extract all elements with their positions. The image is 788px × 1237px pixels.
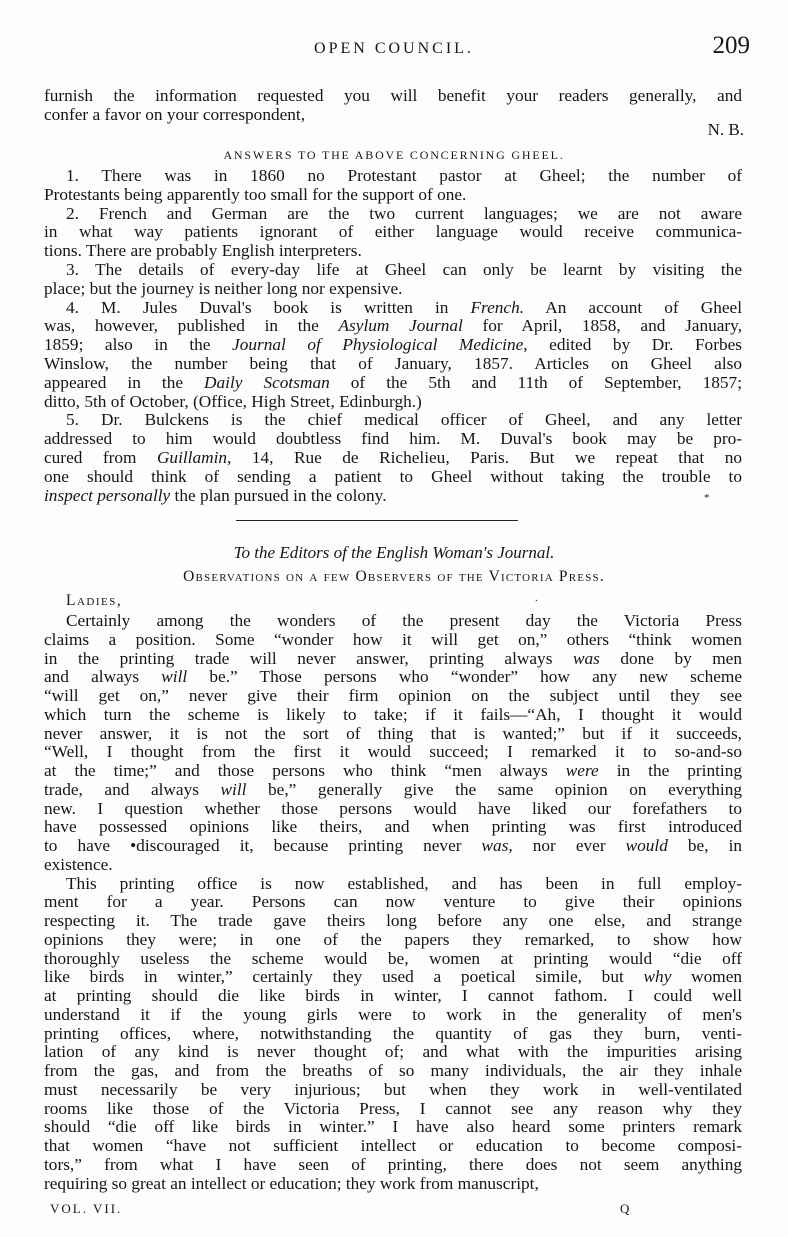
text-run: Winslow, the number being that of January, 1857. Articles on Gheel also [44, 354, 742, 373]
section-title: To the Editors of the English Woman's Journal. [233, 543, 555, 562]
text-run: in the printing trade will never answer, printing always [44, 648, 573, 668]
answers-mark: * [704, 492, 710, 504]
body-line [44, 1080, 742, 1099]
text-run: 1. There was in 1860 no Protestant pastor at Gheel; the number of [66, 166, 742, 185]
text-run: be, in [667, 836, 743, 855]
body-line [44, 686, 742, 705]
text-run: 1859; also in the [44, 335, 233, 355]
body-line [44, 667, 742, 686]
body-line [44, 742, 742, 761]
text-run: cured from [44, 448, 157, 467]
italic-text: French. [470, 297, 525, 317]
answer-line [44, 241, 742, 260]
answer-line [44, 486, 742, 505]
text-run: tors,” from what I have seen of printing, there does not seem anything [44, 1154, 742, 1174]
text-run: thoroughly useless the scheme would be, women at printing would “die off [44, 948, 742, 968]
text-run: lation of any kind is never thought of; and what with the impurities arising [44, 1042, 742, 1062]
body-line [44, 649, 742, 668]
body-line [44, 892, 742, 911]
text-run: “Well, I thought from the first it would succeed; I remarked it to so-and-so [44, 742, 742, 762]
answer-line [44, 335, 742, 354]
text-run: at the time;” and those persons who think “men always [44, 761, 566, 780]
text-run: in what way patients ignorant of either language would receive communica- [44, 222, 742, 242]
body-line [44, 1061, 742, 1080]
body-line [44, 724, 742, 743]
italic-text: Asylum Journal [338, 316, 463, 336]
text-run: understand it if the young girls were to work in the generality of men's [44, 1004, 742, 1024]
answer-line [66, 166, 742, 185]
text-run: should “die off like birds in winter.” I have also heard some printers remark [44, 1117, 742, 1137]
italic-text: why [643, 967, 672, 987]
answer-line [44, 316, 742, 335]
text-run: ment for a year. Persons can now venture to give their opinions [44, 892, 742, 912]
text-run: be.” Those persons who “wonder” how any new scheme [187, 667, 742, 687]
text-run: in the printing [598, 761, 742, 780]
text-run: was, however, published in the [44, 316, 339, 336]
body-line [66, 611, 742, 630]
text-run: trade, and always [44, 779, 221, 799]
body-line [44, 761, 742, 780]
body-line [44, 836, 742, 855]
italic-text: would [625, 836, 668, 855]
section-divider [236, 520, 518, 521]
text-run: Protestants being apparently too small for the support of one. [44, 184, 467, 204]
text-run: for April, 1858, and January, [462, 316, 743, 336]
body-line [66, 874, 742, 893]
text-run: to have •discouraged it, because printing never [44, 836, 482, 855]
answer-line [66, 260, 742, 279]
answer-line [44, 222, 742, 241]
answer-line [44, 392, 742, 411]
volume-label: VOL. VII. [50, 1201, 123, 1216]
body-line [44, 1099, 742, 1118]
text-run: furnish the information requested you will benefit your readers generally, and [44, 86, 742, 105]
text-run: women [671, 967, 742, 987]
body-line [44, 630, 742, 649]
text-run: existence. [44, 854, 113, 874]
text-run: 3. The details of every-day life at Gheel can only be learnt by visiting the [66, 260, 742, 279]
body-line [44, 1117, 742, 1136]
text-run: 4. M. Jules Duval's book is written in [66, 297, 471, 317]
italic-text: Journal of Physiological Medicine, [232, 335, 528, 355]
letter-signature: N. B. [707, 120, 744, 139]
text-run: be,” generally give the same opinion on everything [246, 779, 743, 799]
text-run: rooms like those of the Victoria Press, I cannot see any reason why they [44, 1098, 742, 1118]
body-line [44, 930, 742, 949]
running-title: OPEN COUNCIL. [314, 40, 474, 57]
text-run: at printing should die like birds in winter, I cannot fathom. I could well [44, 986, 742, 1005]
text-run: Certainly among the wonders of the present day the Victoria Press [66, 611, 742, 630]
answer-line [66, 204, 742, 223]
answer-line [44, 279, 742, 298]
text-run: claims a position. Some “wonder how it will get on,” others “think women [44, 629, 742, 649]
body-line [44, 1174, 742, 1193]
body-line [44, 967, 742, 986]
italic-text: was, [481, 836, 513, 855]
body-line [44, 949, 742, 968]
text-run: and always [44, 667, 162, 687]
text-run: new. I question whether those persons would have liked our forefathers to [44, 798, 742, 818]
answers-heading: ANSWERS TO THE ABOVE CONCERNING GHEEL. [223, 148, 565, 162]
text-run: “will get on,” never give their firm opinion on the subject until they see [44, 686, 742, 705]
body-line [44, 1136, 742, 1155]
text-run: An account of Gheel [524, 297, 742, 317]
text-run: the plan pursued in the colony. [170, 485, 387, 505]
body-line [44, 780, 742, 799]
italic-text: will [161, 667, 188, 687]
text-run: of the 5th and 11th of September, 1857; [329, 372, 742, 392]
answer-line [44, 354, 742, 373]
text-run: never answer, it is not the sort of thing that is wanted;” but if it succeeds, [44, 723, 742, 743]
italic-text: will [220, 779, 247, 799]
text-run: appeared in the [44, 372, 205, 392]
body-line [44, 1005, 742, 1024]
answer-line [44, 185, 742, 204]
page-number: 209 [712, 32, 750, 59]
text-run: printing offices, where, notwithstanding the quantity of gas they burn, venti- [44, 1023, 742, 1043]
text-run: done by men [599, 648, 742, 668]
answer-line [44, 448, 742, 467]
text-run: 5. Dr. Bulckens is the chief medical officer of Gheel, and any letter [66, 410, 742, 430]
body-line [44, 799, 742, 818]
text-run: from the gas, and from the breaths of so many individuals, the air they inhale [44, 1061, 742, 1080]
text-run: respecting it. The trade gave theirs long before any one else, and strange [44, 911, 742, 930]
body-line [44, 986, 742, 1005]
page-footer [0, 1201, 788, 1225]
text-run: requiring so great an intellect or education; they work from manuscript, [44, 1173, 539, 1193]
text-run: 14, Rue de Richelieu, Paris. But we repeat that no [231, 448, 742, 467]
text-line [44, 86, 742, 105]
italic-text: Guillamin, [156, 448, 232, 467]
body-line [44, 855, 742, 874]
text-run: that women “have not sufficient intellect or education to become composi- [44, 1136, 742, 1155]
answer-line [66, 298, 742, 317]
signature-mark: Q [620, 1201, 630, 1216]
answer-line [44, 373, 742, 392]
running-head [0, 34, 788, 74]
italic-text: Daily Scotsman [204, 372, 330, 392]
text-run: like birds in winter,” certainly they used a poetical simile, but [44, 967, 644, 987]
body-line [44, 911, 742, 930]
text-run: one should think of sending a patient to Gheel without taking the trouble to [44, 466, 742, 486]
text-run: opinions they were; in one of the papers they remarked, to show how [44, 929, 742, 949]
salutation: Ladies, [66, 592, 123, 609]
text-run: This printing office is now established, and has been in full employ- [66, 873, 742, 893]
body-line [44, 817, 742, 836]
text-run: place; but the journey is neither long nor expensive. [44, 278, 403, 298]
body-line [44, 1024, 742, 1043]
body-line [44, 705, 742, 724]
text-run: have possessed opinions like theirs, and when printing was first introduced [44, 817, 742, 837]
answer-line [44, 467, 742, 486]
text-run: edited by Dr. Forbes [527, 335, 742, 355]
text-run: must necessarily be very injurious; but when they work in well-ventilated [44, 1079, 742, 1099]
text-run: nor ever [512, 836, 626, 855]
text-run: confer a favor on your correspondent, [44, 105, 306, 124]
answer-line [66, 410, 742, 429]
text-run: which turn the scheme is likely to take; if it fails—“Ah, I thought it would [44, 704, 742, 724]
answer-line [44, 429, 742, 448]
section-subtitle: Observations on a few Observers of the Victoria Press. [183, 568, 605, 585]
italic-text: was [572, 648, 600, 668]
text-run: addressed to him would doubtless find him. M. Duval's book may be pro- [44, 429, 742, 449]
text-run: tions. There are probably English interpreters. [44, 241, 362, 261]
text-run: ditto, 5th of October, (Office, High Street, Edinburgh.) [44, 391, 422, 411]
italic-text: inspect personally [44, 485, 171, 505]
body-line [44, 1042, 742, 1061]
text-run: 2. French and German are the two current languages; we are not aware [66, 203, 742, 223]
body-line [44, 1155, 742, 1174]
salutation-mark: . [535, 592, 538, 604]
italic-text: were [565, 761, 599, 780]
